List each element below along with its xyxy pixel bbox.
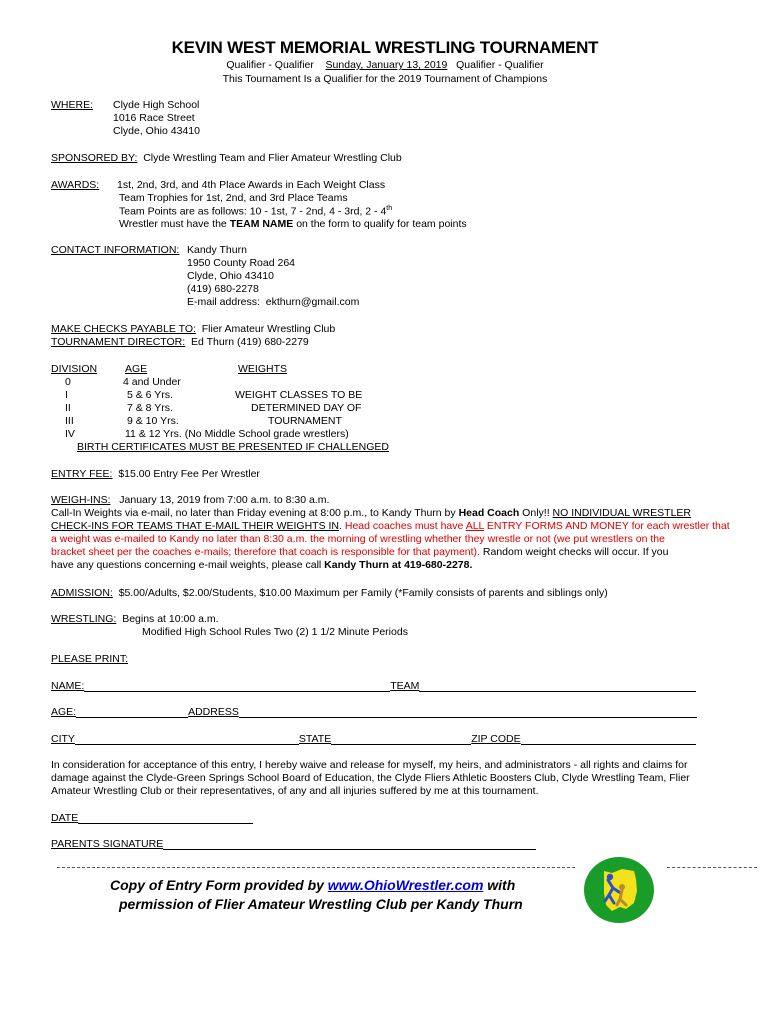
no-individual-note-cont: CHECK-INS FOR TEAMS THAT E-MAIL THEIR WEIGHTS IN [51, 520, 340, 532]
qualifier-left: Qualifier - Qualifier [226, 59, 314, 71]
footer-with-text: with [483, 877, 516, 893]
division-cell: IV [65, 428, 75, 440]
parents-signature-label: PARENTS SIGNATURE [51, 838, 164, 850]
birth-certificate-note: BIRTH CERTIFICATES MUST BE PRESENTED IF CHALLENGED [77, 441, 389, 453]
parents-row [51, 838, 536, 850]
age-field[interactable] [76, 706, 188, 718]
city-field[interactable] [75, 733, 299, 745]
entry-fee-text: $15.00 Entry Fee Per Wrestler [118, 468, 260, 480]
weights-note-1: WEIGHT CLASSES TO BE [235, 389, 363, 401]
weigh-ins-line-5 [51, 546, 668, 558]
city-label: CITY [51, 733, 75, 745]
awards-line-4 [119, 218, 467, 230]
division-cell: 0 [65, 376, 71, 388]
weigh-ins-line-6 [51, 559, 472, 571]
age-cell: 5 & 6 Yrs. [127, 389, 173, 401]
awards-line-2: Team Trophies for 1st, 2nd, and 3rd Place Teams [119, 192, 348, 204]
awards-line-1: 1st, 2nd, 3rd, and 4th Place Awards in Each Weight Class [117, 179, 386, 191]
name-row [51, 680, 696, 692]
address-label: ADDRESS [188, 706, 239, 718]
please-print-label: PLEASE PRINT: [51, 653, 129, 665]
age-header: AGE [125, 363, 148, 375]
date-field[interactable] [78, 812, 253, 824]
toc-line: This Tournament Is a Qualifier for the 2019 Tournament of Champions [222, 73, 548, 85]
random-checks-note: Random weight checks will occur. If you [479, 546, 669, 558]
checks-label: MAKE CHECKS PAYABLE TO: [51, 323, 196, 335]
age-cell: 9 & 10 Yrs. [127, 415, 179, 427]
cut-line-left [57, 867, 575, 868]
age-cell: 11 & 12 Yrs. (No Middle School grade wrestlers) [125, 428, 349, 440]
city-row [51, 733, 696, 745]
questions-text: have any questions concerning e-mail weights, please call [51, 559, 325, 571]
name-label: NAME: [51, 680, 85, 692]
wrestling-line [51, 613, 219, 625]
cut-line-right [667, 867, 757, 868]
weights-note-2: DETERMINED DAY OF [251, 402, 362, 414]
awards-label: AWARDS: [51, 179, 100, 191]
checks-line [51, 323, 335, 335]
qualifier-line [0, 59, 770, 71]
entry-fee-line [51, 468, 260, 480]
date-label: DATE [51, 812, 79, 824]
footer-copy-text: Copy of Entry Form provided by [110, 877, 328, 893]
age-cell: 4 and Under [123, 376, 181, 388]
contact-street: 1950 County Road 264 [187, 257, 295, 269]
sponsored-text: Clyde Wrestling Team and Flier Amateur Wrestling Club [143, 152, 402, 164]
director-label: TOURNAMENT DIRECTOR: [51, 336, 186, 348]
head-coaches-note: Head coaches must have [344, 520, 466, 532]
weigh-ins-line-2 [51, 507, 691, 519]
call-in-text: Call-In Weights via e-mail, no later than Friday evening at 8:00 p.m., to Kandy Thurn by [51, 507, 459, 519]
contact-city: Clyde, Ohio 43410 [187, 270, 274, 282]
contact-phone: (419) 680-2278 [187, 283, 259, 295]
checks-text: Flier Amateur Wrestling Club [201, 323, 336, 335]
age-cell: 7 & 8 Yrs. [127, 402, 173, 414]
flier-logo [582, 855, 656, 925]
no-individual-note: NO INDIVIDUAL WRESTLER [552, 507, 691, 519]
age-label: AGE: [51, 706, 77, 718]
division-cell: II [65, 402, 71, 414]
director-line [51, 336, 309, 348]
awards-line-4a: Wrestler must have the [119, 218, 230, 230]
age-row [51, 706, 697, 718]
period-text: . [339, 520, 345, 532]
awards-line-4c: on the form to qualify for team points [293, 218, 467, 230]
entry-fee-label: ENTRY FEE: [51, 468, 113, 480]
name-field[interactable] [84, 680, 390, 692]
footer-line-2: permission of Flier Amateur Wrestling Club per Kandy Thurn [119, 896, 523, 912]
email-label: E-mail address: [187, 296, 260, 308]
zip-label: ZIP CODE [471, 733, 521, 745]
ohiowrestler-link[interactable]: www.OhioWrestler.com [327, 877, 484, 893]
contact-label: CONTACT INFORMATION: [51, 244, 180, 256]
contact-email[interactable]: ekthurn@gmail.com [265, 296, 360, 308]
waiver-line-1: In consideration for acceptance of this entry, I hereby waive and release for myself, my heirs, and administrators - all rights and claims for [51, 759, 688, 771]
where-street: 1016 Race Street [113, 112, 195, 124]
weights-header: WEIGHTS [238, 363, 287, 375]
waiver-line-2: damage against the Clyde-Green Springs School Board of Education, the Clyde Fliers Athletic Boosters Club, Clyde Wrestling Team, Flier [51, 772, 690, 784]
tournament-date: Sunday, January 13, 2019 [325, 59, 448, 71]
admission-label: ADMISSION: [51, 587, 113, 599]
team-field[interactable] [419, 680, 696, 692]
wrestling-rules: Modified High School Rules Two (2) 1 1/2 Minute Periods [142, 626, 408, 638]
wrestling-text: Begins at 10:00 a.m. [122, 613, 219, 625]
division-cell: I [65, 389, 68, 401]
page-title: KEVIN WEST MEMORIAL WRESTLING TOURNAMENT [171, 38, 599, 57]
weigh-ins-line-4: a weight was e-mailed to Kandy no later than 8:30 a.m. the morning of wrestling whether they wrestle or not (we put wrestlers on the [51, 533, 665, 545]
where-name: Clyde High School [113, 99, 200, 111]
all-emphasis: ALL [465, 520, 484, 532]
footer-line-1 [110, 877, 515, 893]
wrestling-label: WRESTLING: [51, 613, 117, 625]
team-name-emphasis: TEAM NAME [229, 218, 294, 230]
director-text: Ed Thurn (419) 680-2279 [191, 336, 309, 348]
team-points-suffix: th [386, 205, 393, 212]
weigh-ins-label: WEIGH-INS: [51, 494, 111, 506]
date-row [51, 812, 253, 824]
weigh-ins-line [51, 494, 329, 506]
weights-note-3: TOURNAMENT [268, 415, 342, 427]
qualifier-right: Qualifier - Qualifier [456, 59, 544, 71]
zip-field[interactable] [521, 733, 696, 745]
admission-line [51, 587, 608, 599]
where-label: WHERE: [51, 99, 93, 111]
weigh-ins-text: January 13, 2019 from 7:00 a.m. to 8:30 a.m. [119, 494, 330, 506]
weigh-ins-line-3 [51, 520, 730, 532]
kandy-phone: Kandy Thurn at 419-680-2278. [324, 559, 473, 571]
division-header: DIVISION [51, 363, 98, 375]
only-text: Only!! [519, 507, 553, 519]
division-cell: III [65, 415, 74, 427]
entry-forms-note: ENTRY FORMS AND MONEY for each wrestler that [483, 520, 730, 532]
sponsored-line [51, 152, 402, 164]
contact-email-line [187, 296, 359, 308]
admission-text: $5.00/Adults, $2.00/Students, $10.00 Maximum per Family (*Family consists of parents and siblings only) [118, 587, 608, 599]
state-label: STATE [298, 733, 332, 745]
where-city: Clyde, Ohio 43410 [113, 125, 200, 137]
contact-name: Kandy Thurn [187, 244, 247, 256]
sponsored-label: SPONSORED BY: [51, 152, 138, 164]
bracket-note: bracket sheet per the coaches e-mails; therefore that coach is responsible for that payment). [51, 546, 480, 558]
head-coach-emphasis: Head Coach [458, 507, 520, 519]
state-field[interactable] [331, 733, 471, 745]
team-label: TEAM [390, 680, 420, 692]
waiver-line-3: Amateur Wrestling Club or their representatives, of any and all injuries suffered by me at this tournament. [51, 785, 539, 797]
awards-line-3 [119, 205, 392, 218]
parents-signature-field[interactable] [163, 838, 536, 850]
ohio-wrestler-logo-icon [582, 855, 656, 925]
team-points-text: Team Points are as follows: 10 - 1st, 7 - 2nd, 4 - 3rd, 2 - 4 [119, 205, 387, 218]
address-field[interactable] [239, 706, 697, 718]
